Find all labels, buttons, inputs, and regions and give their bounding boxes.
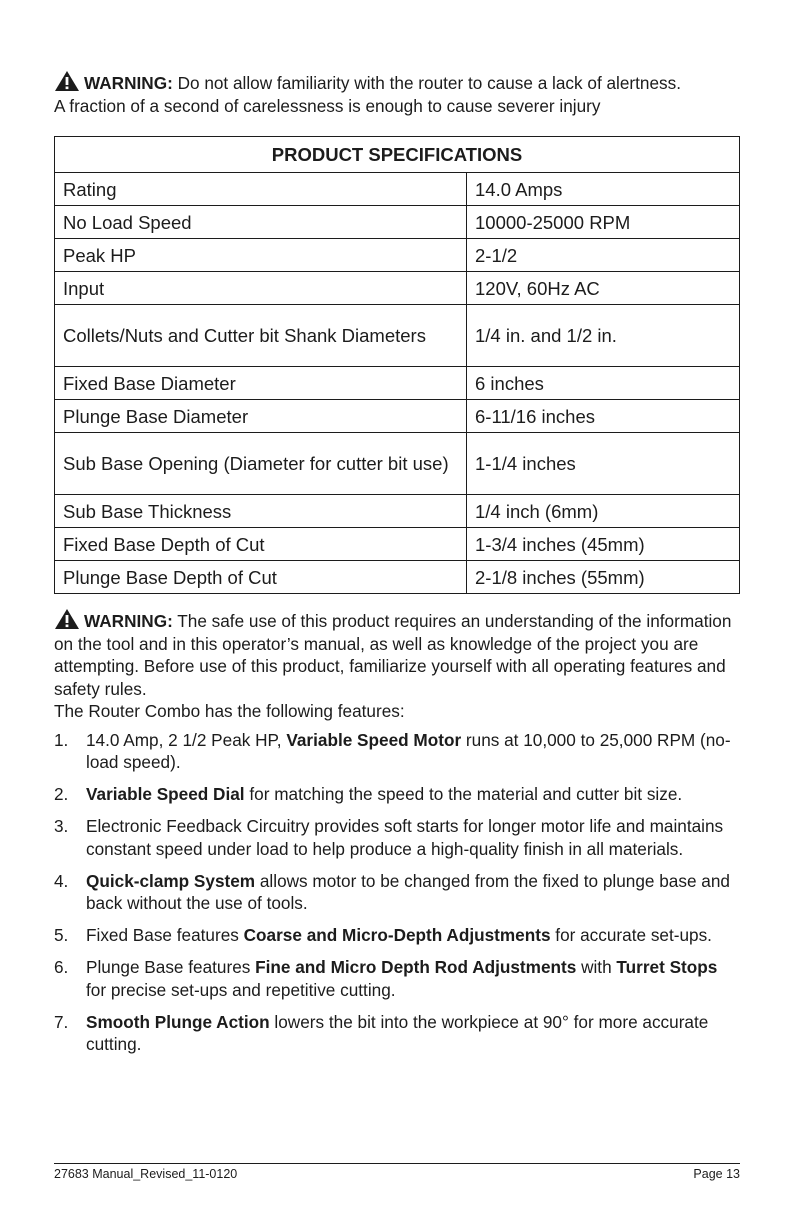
warning-top (54, 70, 740, 117)
spec-label: Fixed Base Depth of Cut (55, 528, 467, 561)
footer-doc-id: 27683 Manual_Revised_11-0120 (54, 1167, 238, 1181)
feature-text: for precise set-ups and repetitive cutting. (86, 979, 396, 1000)
warning-text-line1: Do not allow familiarity with the router to cause a lack of alertness. (172, 73, 682, 93)
feature-bold: Smooth Plunge Action (86, 1011, 270, 1032)
spec-label: Plunge Base Depth of Cut (55, 561, 467, 594)
feature-bold: Fine and Micro Depth Rod Adjustments (255, 957, 577, 977)
feature-text: lowers the bit into the workpiece at 90° for more accurate cutting. (86, 1011, 709, 1054)
warning-label: WARNING: (84, 73, 173, 93)
table-row (55, 367, 740, 400)
list-item (54, 1011, 740, 1056)
list-number: 1. (54, 729, 69, 750)
feature-text: Plunge Base features (86, 957, 256, 977)
spec-label: Sub Base Opening (Diameter for cutter bit use) (55, 433, 467, 495)
table-row (55, 206, 740, 239)
table-row (55, 239, 740, 272)
feature-text: Fixed Base features (86, 925, 244, 945)
table-row (55, 272, 740, 305)
feature-bold: Coarse and Micro-Depth Adjustments (243, 925, 551, 945)
features-intro: The Router Combo has the following features: (54, 701, 405, 721)
warning-text: The safe use of this product requires an understanding of the information on the tool and in this operator’s manual, as well as knowledge of the project you are attempting. Before use of this product, familiarize yourself with all operating features and safety rules. (54, 611, 732, 699)
list-item (54, 783, 740, 806)
footer-page-number: Page 13 (693, 1167, 740, 1181)
spec-value: 1-3/4 inches (45mm) (467, 528, 740, 561)
list-item (54, 924, 740, 947)
feature-bold: Variable Speed Motor (286, 729, 462, 750)
list-number: 5. (54, 925, 69, 945)
warning-triangle-icon (54, 70, 80, 92)
spec-value: 2-1/2 (467, 239, 740, 272)
spec-value: 6 inches (467, 367, 740, 400)
list-item (54, 815, 740, 860)
warning-label: WARNING: (84, 611, 173, 631)
feature-text: 14.0 Amp, 2 1/2 Peak HP, (86, 729, 287, 750)
list-item (54, 729, 740, 774)
feature-text: runs at 10,000 to 25,000 RPM (no-load speed). (86, 729, 731, 772)
feature-bold: Quick-clamp System (86, 870, 256, 891)
features-list (54, 729, 740, 1056)
spec-value: 1/4 in. and 1/2 in. (467, 305, 740, 367)
manual-page (54, 70, 740, 1065)
list-number: 7. (54, 1011, 69, 1032)
table-row (55, 433, 740, 495)
spec-value: 1/4 inch (6mm) (467, 495, 740, 528)
spec-label: Fixed Base Diameter (55, 367, 467, 400)
spec-value: 120V, 60Hz AC (467, 272, 740, 305)
feature-text: for accurate set-ups. (550, 925, 712, 945)
spec-value: 6-11/16 inches (467, 400, 740, 433)
spec-value: 2-1/8 inches (55mm) (467, 561, 740, 594)
feature-text: for matching the speed to the material and cutter bit size. (244, 784, 683, 804)
product-specifications-table (54, 136, 740, 594)
list-item (54, 870, 740, 915)
warning-triangle-icon (54, 608, 80, 630)
spec-label: No Load Speed (55, 206, 467, 239)
list-number: 4. (54, 870, 69, 891)
feature-bold: Variable Speed Dial (86, 784, 245, 804)
specifications-title: PRODUCT SPECIFICATIONS (55, 137, 740, 173)
list-number: 6. (54, 957, 69, 977)
table-row (55, 400, 740, 433)
table-row (55, 528, 740, 561)
feature-text: allows motor to be changed from the fixed to plunge base and back without the use of tools. (86, 870, 730, 913)
feature-bold: Turret Stops (616, 957, 718, 977)
table-row (55, 495, 740, 528)
warning-safe-use (54, 608, 740, 700)
spec-label: Rating (55, 173, 467, 206)
spec-label: Input (55, 272, 467, 305)
spec-label: Collets/Nuts and Cutter bit Shank Diameters (55, 305, 467, 367)
spec-label: Plunge Base Diameter (55, 400, 467, 433)
feature-text: Electronic Feedback Circuitry provides soft starts for longer motor life and maintains constant speed under load to help produce a high-quality finish in all materials. (86, 816, 724, 859)
table-row (55, 561, 740, 594)
spec-value: 14.0 Amps (467, 173, 740, 206)
feature-text: with (576, 957, 617, 977)
list-item (54, 956, 740, 1001)
spec-value: 10000-25000 RPM (467, 206, 740, 239)
page-footer (54, 1163, 740, 1181)
spec-label: Sub Base Thickness (55, 495, 467, 528)
spec-value: 1-1/4 inches (467, 433, 740, 495)
list-number: 3. (54, 816, 69, 836)
table-row (55, 305, 740, 367)
spec-label: Peak HP (55, 239, 467, 272)
list-number: 2. (54, 784, 69, 804)
warning-text-line2: A fraction of a second of carelessness is enough to cause severer injury (54, 95, 601, 116)
table-row (55, 173, 740, 206)
